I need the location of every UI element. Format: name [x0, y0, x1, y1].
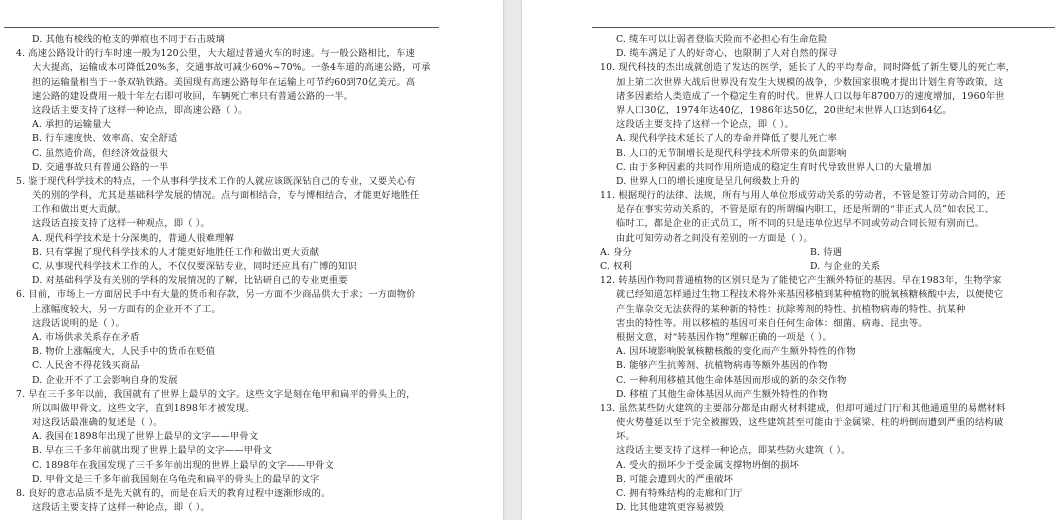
text-line: 根据文意，对“转基因作物”理解正确的一项是（ ）。 [616, 331, 833, 343]
option-line: C. 人民舍不得花钱买商品 [32, 360, 140, 372]
text-line: 加上第二次世界大战后世界没有发生大规模的战争，少数国家很晚才提出计划生育等政策，这 [616, 76, 1004, 88]
option-line: D. 世界人口的增长速度是呈几何级数上升的 [616, 175, 800, 187]
option-line: B. 物价上涨幅度大，人民手中的货币在贬值 [32, 346, 216, 358]
option-line: B. 行车速度快、效率高、安全舒适 [32, 133, 178, 145]
option-line: C. 一种利用移植其他生命体基因而形成的新的杂交作物 [616, 374, 847, 386]
text-line: 大大提高，运输成本可降低20%多，交通事故可减少60%~70%。一条4车道的高速公路，可承 [32, 62, 431, 74]
text-line: 关的别的学科，尤其是基础科学发展的情况。点与面相结合，专与博相结合，才能更好地胜任 [32, 190, 420, 202]
question-line: 6. 目前，市场上一方面居民手中有大量的货币和存款，另一方面不少商品供大于求；一方面物价 [16, 289, 416, 301]
question-line: 7. 早在三千多年以前，我国就有了世界上最早的文字。这些文字是刻在龟甲和扁平的骨头上的， [16, 388, 416, 400]
option-line: D. 移植了其他生命体基因从而产生额外特性的作物 [616, 388, 828, 400]
text-line: 产生靠杂交无法获得的某种新的特性：抗除莠剂的特性、抗植物病毒的特性、抗某种 [616, 303, 966, 315]
option-text: B. 待遇 [810, 246, 843, 258]
option-line: A. 受火的损坏少于受金属支撑物坍倒的损坏 [616, 459, 800, 471]
text-line: 这段话主要支持了这样一个论点，即（ ）。 [616, 119, 794, 131]
option-line: A. 因环境影响脱氧核糖核酸的变化而产生额外特性的作物 [616, 346, 856, 358]
option-line: B. 早在三千多年前就出现了世界上最早的文字——甲骨文 [32, 445, 272, 457]
text-line: 对这段话最准确的复述是（ ）。 [32, 417, 163, 429]
option-line: D. 交通事故只有普通公路的一半 [32, 161, 169, 173]
question-line: 8. 良好的意志品质不是先天就有的，而是在后天的教育过程中逐渐形成的。 [16, 488, 331, 499]
option-line: D. 企业开不了工会影响自身的发展 [32, 374, 178, 386]
document-page-left [0, 0, 503, 520]
text-line: 害虫的特性等。用以移植的基因可来自任何生命体：细菌、病毒、昆虫等。 [616, 317, 928, 329]
option-line: A. 现代科学技术是十分深奥的，普通人很难理解 [32, 232, 235, 244]
text-line: 坏。 [616, 431, 635, 443]
option-line: C. 由于多种因素的共同作用所造成的稳定生育时代导致世界人口的大量增加 [616, 161, 932, 173]
option-line: D. 对基础科学及有关别的学科的发展情况的了解，比钻研自己的专业更重要 [32, 275, 348, 287]
option-line: B. 只有掌握了现代科学技术的人才能更好地胜任工作和做出更大贡献 [32, 246, 320, 258]
question-line: 11. 根据现行的法律、法规，所有与用人单位形成劳动关系的劳动者，不管是签订劳动合同的，还 [600, 190, 1006, 202]
option-line: C. 缆车可以让弱者登临天险而不必担心有生命危险 [616, 34, 828, 45]
text-line: 这段话说明的是（ ）。 [32, 317, 125, 329]
option-row [600, 260, 1052, 274]
option-line: B. 能够产生抗莠剂、抗植物病毒等额外基因的作物 [616, 360, 828, 372]
option-line: D. 其他有棱线的枪支的弹痕也不同于石击玻璃 [32, 34, 225, 45]
page-text [16, 33, 442, 515]
header-rule [592, 27, 1055, 28]
header-rule [4, 27, 439, 28]
text-line: 速公路的建设费用一般十年左右即可收回，车辆死亡率只有普通公路的一半。 [32, 90, 354, 102]
question-line: 10. 现代科技的杰出成就创造了发达的医学，延长了人的平均寿命，同时降低了新生婴儿的死亡率， [600, 62, 1016, 74]
option-line: C. 从事现代科学技术工作的人，不仅仅要深钻专业，同时还应具有广博的知识 [32, 261, 357, 272]
text-line: 这段话主要支持了这样一种论点，即高速公路（ ）。 [32, 104, 248, 116]
option-line: D. 甲骨文是三千多年前我国刻在乌龟壳和扁平的骨头上的最早的文字 [32, 473, 320, 485]
option-text: A. 身分 [600, 246, 632, 258]
text-line: 界人口30亿，1974年达40亿，1986年达50亿，20世纪末世界人口达到64亿。 [616, 104, 952, 116]
option-line: A. 我国在1898年出现了世界上最早的文字——甲骨文 [32, 431, 259, 443]
option-line: C. 拥有特殊结构的走廊和门厅 [616, 488, 743, 499]
question-line: 12. 转基因作物同普通植物的区别只是为了能使它产生额外特征的基因。早在1983年，生物学家 [600, 275, 1002, 287]
text-line: 所以叫做甲骨文。这些文字，直到1898年才被发现。 [32, 402, 255, 414]
option-line: A. 承担的运输量大 [32, 119, 112, 131]
option-line: A. 市场供求关系存在矛盾 [32, 331, 140, 343]
option-line: A. 现代科学技术延长了人的寿命并降低了婴儿死亡率 [616, 133, 837, 145]
text-line: 上涨幅度较大，另一方面有的企业开不了工。 [32, 303, 221, 315]
text-line: 使火势蔓延以至于完全被摧毁，这些建筑甚至可能由于金属梁、柱的坍倒而遭到严重的结构破 [616, 417, 1004, 429]
text-line: 这段话直接支持了这样一种观点，即（ ）。 [32, 218, 210, 230]
option-line: C. 虽然造价高，但经济效益很大 [32, 147, 168, 159]
text-line: 诸多因素给人类造成了一个稳定生育的时代。世界人口以每年8700万的速度增加，1960年世 [616, 90, 1005, 102]
question-line: 13. 虽然某些防火建筑的主要部分都是由耐火材料建成，但却可通过门厅和其他通道里的易燃材料 [600, 402, 1006, 414]
option-row [600, 246, 1052, 260]
option-text: D. 与企业的关系 [810, 261, 881, 272]
document-page-right [522, 0, 1063, 520]
text-line: 是存在事实劳动关系的，不管是原有的所谓编内职工，还是所谓的“非正式人员”如农民工、 [616, 204, 995, 216]
page-text [600, 33, 1052, 515]
question-line: 5. 鉴于现代科学技术的特点，一个从事科学技术工作的人就应该既深钻自己的专业，又要关心有 [16, 175, 416, 187]
text-line: 这段话主要支持了这样一种论点，即某些防火建筑（ ）。 [616, 445, 851, 457]
option-line: D. 比其他建筑更容易被毁 [616, 502, 724, 514]
text-line: 工作和做出更大贡献。 [32, 204, 127, 216]
text-line: 就已经知道怎样通过生物工程技术将外来基因移植到某种植物的脱氧核糖核酸中去，以便使它 [616, 289, 1004, 301]
option-line: C. 1898年在我国发现了三千多年前出现的世界上最早的文字——甲骨文 [32, 459, 334, 471]
text-line: 临时工，都是企业的正式员工，所不同的只是违单位迟早不同或劳动合同长短有别而已。 [616, 218, 985, 230]
text-line: 这段话主要支持了这样一种论点，即（ ）。 [32, 502, 210, 514]
option-line: B. 人口的无节制增长是现代科学技术所带来的负面影响 [616, 147, 847, 159]
option-line: B. 可能会遭到火的严重破坏 [616, 473, 734, 485]
question-line: 4. 高速公路设计的行车时速一般为120公里，大大超过普通火车的时速。与一般公路相比，车速 [16, 48, 415, 60]
option-line: D. 缆车满足了人的好奇心，也限制了人对自然的探寻 [616, 48, 838, 60]
text-line: 由此可知劳动者之间没有差别的一方面是（ ）。 [616, 232, 813, 244]
option-text: C. 权利 [600, 261, 633, 272]
text-line: 担的运输量相当于一条双轨铁路。美国现有高速公路每年在运输上可节约60到70亿美元。高 [32, 76, 416, 88]
